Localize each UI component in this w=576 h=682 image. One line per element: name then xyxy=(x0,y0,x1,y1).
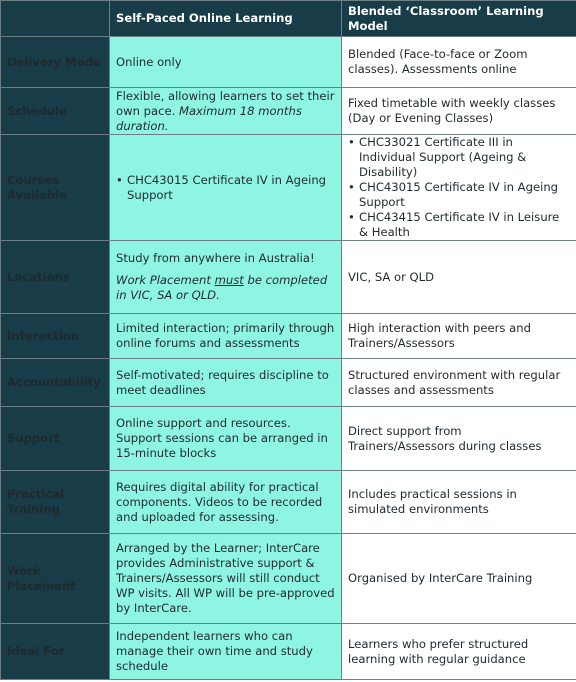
blended-cell xyxy=(342,135,576,241)
schedule-text: Flexible, allowing learners to set their own pace. xyxy=(116,88,335,118)
row-locations xyxy=(1,241,576,314)
course-item: • CHC43415 Certificate IV in Leisure & Health xyxy=(348,210,570,240)
online-cell xyxy=(110,241,342,314)
row-label: Locations xyxy=(1,241,110,314)
row-label: Courses Available xyxy=(1,135,110,241)
row-ideal xyxy=(1,624,576,680)
blended-cell: VIC, SA or QLD xyxy=(342,241,576,314)
row-label: Support xyxy=(1,407,110,471)
row-support xyxy=(1,407,576,471)
online-cell xyxy=(110,135,342,241)
blended-cell: Fixed timetable with weekly classes (Day or Evening Classes) xyxy=(342,88,576,135)
online-cell: Self-motivated; requires discipline to meet deadlines xyxy=(110,359,342,407)
header-blended: Blended ‘Classroom’ Learning Model xyxy=(342,1,576,37)
row-placement xyxy=(1,534,576,624)
online-cell: Limited interaction; primarily through online forums and assessments xyxy=(110,314,342,359)
row-practical xyxy=(1,471,576,534)
online-cell: Arranged by the Learner; InterCare provides Administrative support & Trainers/Assessors will still conduct WP visits. All WP will be pre-approved by InterCare. xyxy=(110,534,342,624)
course-item: • CHC43015 Certificate IV in Ageing Support xyxy=(348,180,570,210)
row-courses xyxy=(1,135,576,241)
header-corner xyxy=(1,1,110,37)
header-row xyxy=(1,1,576,37)
row-label: Interaction xyxy=(1,314,110,359)
note-emphasis: must xyxy=(214,273,244,287)
online-cell: Online only xyxy=(110,37,342,88)
row-schedule xyxy=(1,88,576,135)
blended-cell: Structured environment with regular classes and assessments xyxy=(342,359,576,407)
schedule-max-duration: Maximum 18 months duration. xyxy=(116,103,302,133)
note-part: be completed in VIC, SA or QLD. xyxy=(116,273,328,302)
row-interaction xyxy=(1,314,576,359)
row-accountability xyxy=(1,359,576,407)
online-cell xyxy=(110,88,342,135)
blended-course-list xyxy=(348,135,570,240)
online-cell: Requires digital ability for practical components. Videos to be recorded and uploaded for assessing. xyxy=(110,471,342,534)
course-item: • CHC43015 Certificate IV in Ageing Support xyxy=(116,173,335,203)
blended-cell: High interaction with peers and Trainers/Assessors xyxy=(342,314,576,359)
blended-cell: Learners who prefer structured learning with regular guidance xyxy=(342,624,576,680)
online-cell: Online support and resources. Support sessions can be arranged in 15-minute blocks xyxy=(110,407,342,471)
locations-placement-note xyxy=(116,273,335,303)
header-online: Self-Paced Online Learning xyxy=(110,1,342,37)
row-label: Practical Training xyxy=(1,471,110,534)
row-label: Schedule xyxy=(1,88,110,135)
row-label: Accountability xyxy=(1,359,110,407)
row-label: Delivery Mode xyxy=(1,37,110,88)
row-label: Ideal For xyxy=(1,624,110,680)
blended-cell: Direct support from Trainers/Assessors during classes xyxy=(342,407,576,471)
blended-cell: Includes practical sessions in simulated environments xyxy=(342,471,576,534)
row-delivery xyxy=(1,37,576,88)
locations-anywhere: Study from anywhere in Australia! xyxy=(116,251,315,265)
online-course-list xyxy=(116,173,335,203)
blended-cell: Organised by InterCare Training xyxy=(342,534,576,624)
blended-cell: Blended (Face-to-face or Zoom classes). Assessments online xyxy=(342,37,576,88)
note-part: Work Placement xyxy=(116,273,211,287)
course-item: • CHC33021 Certificate III in Individual Support (Ageing & Disability) xyxy=(348,135,570,180)
online-cell: Independent learners who can manage their own time and study schedule xyxy=(110,624,342,680)
row-label: Work Placement xyxy=(1,534,110,624)
